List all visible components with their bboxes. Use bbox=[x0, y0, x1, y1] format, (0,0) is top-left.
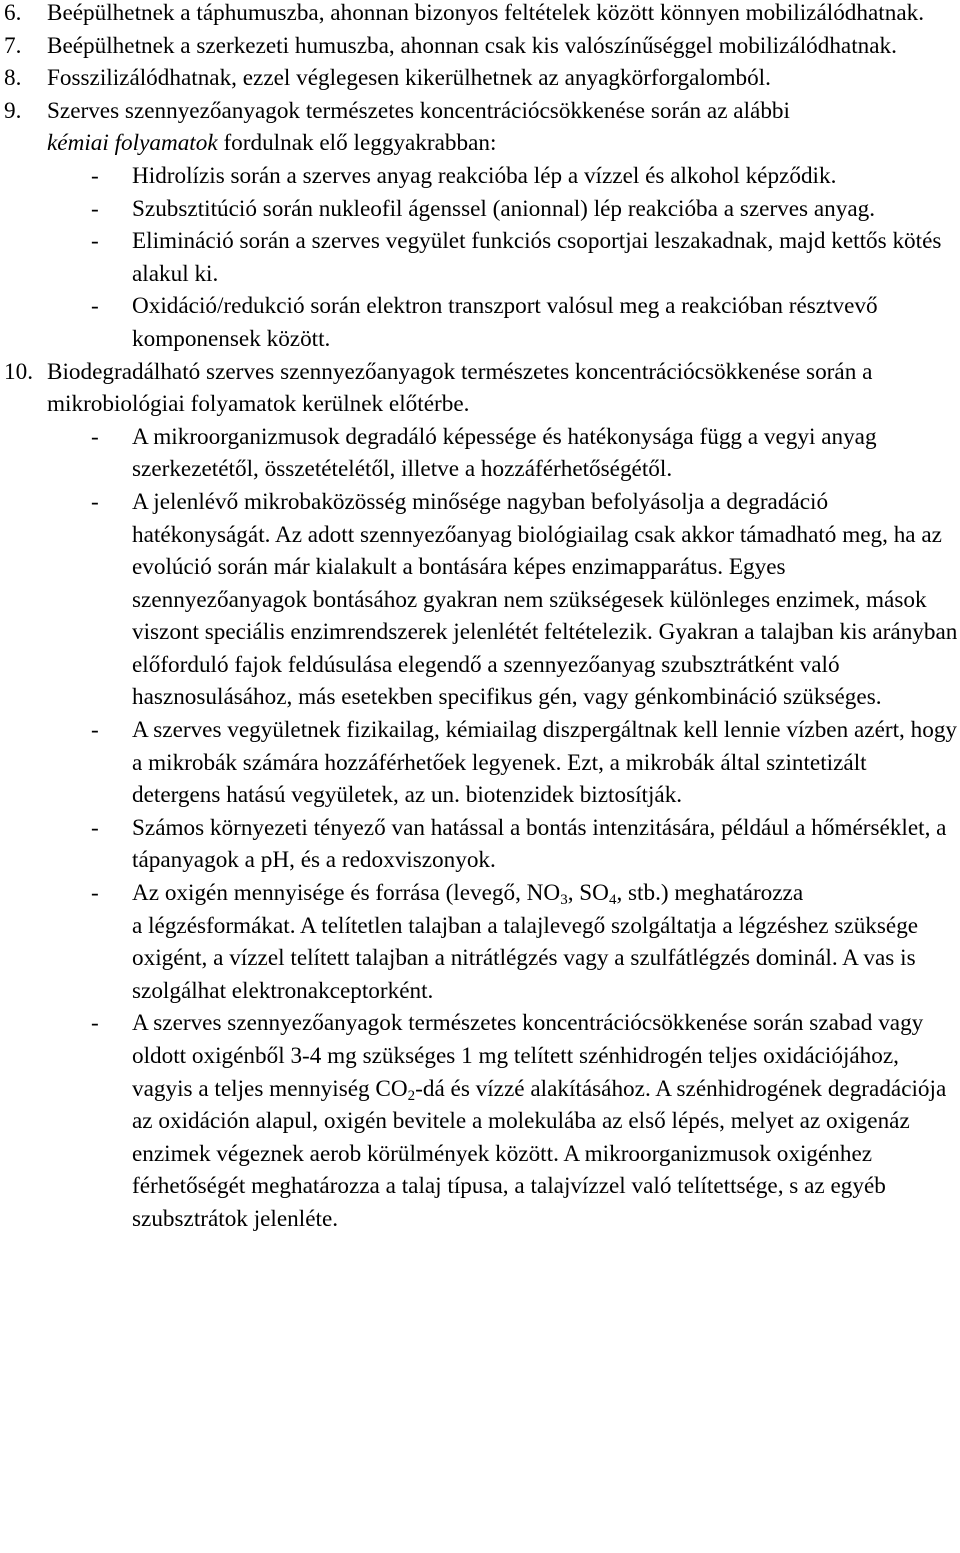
bullet-oxygen-demand bbox=[0, 1007, 960, 1235]
text-run: A szerves szennyezőanyagok természetes koncentrációcsökkenése során szabad vagy oldott oxigénből 3-4 mg szükséges 1 mg telített szénhidrogén teljes oxidációjához, vagyis a teljes mennyiség CO bbox=[132, 1010, 924, 1102]
item-number: 6. bbox=[4, 0, 22, 26]
item-text: Fosszilizálódhatnak, ezzel véglegesen kikerülhetnek az anyagkörforgalomból. bbox=[47, 65, 771, 92]
bullet-substitution bbox=[0, 193, 960, 226]
bullet-oxidation bbox=[0, 290, 960, 355]
bullet-text: A jelenlévő mikrobaközösség minősége nagyban befolyásolja a degradáció hatékonyságát. Az adott szennyezőanyag biológiailag csak akkor támadható meg, ha az evolúció során már kialakult a bontására képes enzimapparátus. Egyes szennyezőanyagok bontásához gyakran nem szükségesek különleges enzimek, mások viszont speciális enzimrendszerek jelenlétét feltételezik. Gyakran a talajban kis arányban előforduló fajok feldúsulása elegendő a szennyezőanyag szubsztrátként való hasznosulásához, más esetekben specifikus gén, vagy génkombináció szükséges. bbox=[132, 488, 958, 711]
bullet-environmental-factors bbox=[0, 812, 960, 877]
dash-marker: - bbox=[91, 1010, 99, 1037]
item-text: Beépülhetnek a táphumuszba, ahonnan bizonyos feltételek között könnyen mobilizálódhatnak. bbox=[47, 0, 925, 26]
bullet-elimination bbox=[0, 225, 960, 290]
bullet-text: A mikroorganizmusok degradáló képessége és hatékonysága függ a vegyi anyag szerkezetétől, összetételétől, illetve a hozzáférhetőségétől. bbox=[132, 423, 877, 483]
bullet-text: Szubsztitúció során nukleofil ágenssel (anionnal) lép reakcióba a szerves anyag. bbox=[132, 195, 876, 222]
text-run: -dá és vízzé alakításához. A szénhidrogének degradációja az oxidáción alapul, oxigén bevitele a molekulába az első lépés, melyet az oxigenáz enzimek végeznek aerob körülmények között. A mikroorganizmusok oxigénhez férhetőségét meghatározza a talaj típusa, a talajvízzel való telítettsége, s az egyéb szubsztrátok jelenléte. bbox=[132, 1075, 947, 1232]
item-number: 9. bbox=[4, 97, 22, 124]
list-item-6 bbox=[0, 0, 960, 30]
item-text bbox=[47, 95, 960, 160]
list-item-9 bbox=[0, 95, 960, 160]
bullet-text: Hidrolízis során a szerves anyag reakcióba lép a vízzel és alkohol képződik. bbox=[132, 162, 837, 189]
item-number: 10. bbox=[4, 358, 33, 385]
item-text: Beépülhetnek a szerkezeti humuszba, ahonnan csak kis valószínűséggel mobilizálódhatnak. bbox=[47, 32, 897, 59]
dash-marker: - bbox=[91, 293, 99, 320]
item-text-line: Szerves szennyezőanyagok természetes koncentrációcsökkenése során az alábbi bbox=[47, 97, 790, 124]
subscript: 2 bbox=[407, 1087, 416, 1104]
bullet-text: A szerves vegyületnek fizikailag, kémiailag diszpergáltnak kell lennie vízben azért, hogy a mikrobák számára hozzáférhetőek legyenek. Ezt, a mikrobák által szintetizált detergens hatású vegyületek, az un. biotenzidek biztosítják. bbox=[132, 717, 958, 809]
bullet-text: Oxidáció/redukció során elektron transzport valósul meg a reakcióban résztvevő komponensek között. bbox=[132, 293, 878, 352]
list-item-10 bbox=[0, 356, 960, 421]
bullet-hydrolysis bbox=[0, 160, 960, 193]
list-item-8 bbox=[0, 62, 960, 95]
dash-marker: - bbox=[91, 880, 99, 907]
dash-marker: - bbox=[91, 195, 99, 222]
bullet-text: Elimináció során a szerves vegyület funkciós csoportjai leszakadnak, majd kettős kötés alakul ki. bbox=[132, 228, 942, 287]
bullet-first-line bbox=[132, 877, 960, 910]
item-text: Biodegradálható szerves szennyezőanyagok természetes koncentrációcsökkenése során a mikrobiológiai folyamatok kerülnek előtérbe. bbox=[47, 358, 873, 418]
dash-marker: - bbox=[91, 717, 99, 744]
italic-term: kémiai folyamatok bbox=[47, 130, 218, 157]
text-run: , stb.) meghatározza bbox=[616, 880, 804, 907]
subscript: 3 bbox=[560, 892, 568, 909]
bullet-degradation-capacity bbox=[0, 421, 960, 486]
text-run: , SO bbox=[567, 880, 609, 907]
bullet-text bbox=[132, 877, 960, 1007]
dash-marker: - bbox=[91, 814, 99, 841]
bullet-oxygen bbox=[0, 877, 960, 1007]
bullet-continuation: a légzésformákat. A telítetlen talajban a talajlevegő szolgáltatja a légzéshez szüksége oxigént, a vízzel telített talajban a nitrátlégzés vagy a szulfátlégzés dominál. A vas is szolgálhat elektronakceptorként. bbox=[132, 912, 919, 1004]
text-run: Az oxigén mennyisége és forrása (levegő, NO bbox=[132, 880, 561, 907]
dash-marker: - bbox=[91, 423, 99, 450]
bullet-text bbox=[132, 1010, 946, 1232]
bullet-text: Számos környezeti tényező van hatással a bontás intenzitására, például a hőmérséklet, a tápanyagok a pH, és a redoxviszonyok. bbox=[132, 814, 947, 874]
item-text-tail: fordulnak elő leggyakrabban: bbox=[217, 130, 497, 157]
dash-marker: - bbox=[91, 162, 99, 189]
bullet-microbial-community bbox=[0, 486, 960, 714]
dash-marker: - bbox=[91, 488, 99, 515]
list-item-7 bbox=[0, 30, 960, 63]
item-number: 7. bbox=[4, 32, 22, 59]
bullet-dispersion bbox=[0, 714, 960, 812]
item-number: 8. bbox=[4, 65, 22, 92]
subscript: 4 bbox=[608, 892, 617, 909]
dash-marker: - bbox=[91, 228, 99, 255]
